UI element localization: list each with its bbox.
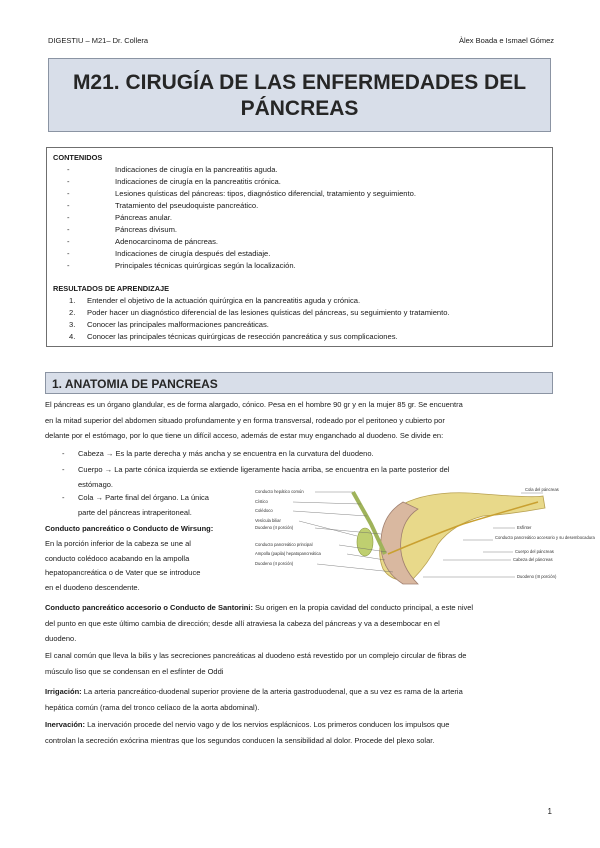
- innervation-paragraph: Inervación: La inervación procede del nervio vago y de los nervios esplácnicos. Los primeros conducen los impulsos que controlan la secreción exócrina mientras que los segundos conducen la sensibilidad al dolor. Procede del plexo solar.: [45, 720, 450, 745]
- figure-label: Conducto pancreático accesorio y su desembocadura: [495, 535, 595, 540]
- canal-paragraph: El canal común que lleva la bilis y las secreciones pancreáticas al duodeno está revestido por un complejo circular de fibras de músculo liso que se condensan en el esfínter de Oddi: [45, 651, 467, 676]
- intro-paragraph: El páncreas es un órgano glandular, es de forma alargado, cónico. Pesa en el hombre 90 gr y en la mujer 85 gr. Se encuentra en la mitad superior del abdomen situado profundamente y en forma transversal, rodeado por el peritoneo y cubierto por delante por el estómago, por lo que tiene un difícil acceso, además de estar muy enganchado al duodeno. Se divide en:: [45, 400, 463, 441]
- figure-label: Conducto hepático común: [255, 489, 304, 494]
- wirsung-paragraph: Conducto pancreático o Conducto de Wirsung: En la porción inferior de la cabeza se une al conducto colédoco acabando en la ampolla hepatopancreática o de Vater que se introduce en el duodeno descendente.: [45, 524, 214, 593]
- figure-label: Cola del páncreas: [525, 487, 559, 492]
- page-header: [48, 36, 554, 48]
- figure-label: Esfínter: [517, 525, 532, 530]
- contents-box: CONTENIDOS - Indicaciones de cirugía en la pancreatitis aguda. - Indicaciones de cirugía en la pancreatitis crónica. - Lesiones quísticas del páncreas: tipos, diagnóstico diferencial, tratamiento y seguimiento. - Tratamiento del pseudoquiste pancreático. - Páncreas anular. - Páncreas divisum. - Adenocarcinoma de páncreas. - Indicaciones de cirugía después del estadiaje. - Principales técnicas quirúrgicas según la localización. RESULTADOS DE APRENDIZAJE 1. Entender el objetivo de la actuación quirúrgica en la pancreatitis aguda y crónica. 2. Poder hacer un diagnóstico diferencial de las lesiones quísticas del páncreas, su seguimiento y tratamiento. 3. Conocer las principales malformaciones pancreáticas. 4. Conocer las principales técnicas quirúrgicas de resección pancreática y sus complicaciones.: [46, 147, 553, 347]
- header-authors: Àlex Boada e Ismael Gómez: [458, 36, 554, 45]
- header-course: DIGESTIU – M21– Dr. Collera: [48, 36, 149, 45]
- figure-label: Duodeno (III porción): [517, 574, 557, 579]
- title-line-1: M21. CIRUGÍA DE LAS ENFERMEDADES DEL: [72, 71, 527, 94]
- figure-label: Duodeno (II porción): [255, 561, 294, 566]
- irrigation-paragraph: Irrigación: La arteria pancreático-duodenal superior proviene de la arteria gastroduodenal, que a su vez es rama de la arteria hepática común (rama del tronco celíaco de la aorta abdominal).: [45, 687, 463, 712]
- figure-label: Cabeza del páncreas: [513, 557, 553, 562]
- contents-heading: CONTENIDOS: [53, 153, 103, 162]
- figure-label: Conducto pancreático principal: [255, 542, 313, 547]
- figure-label: Vesícula biliar: [255, 518, 281, 523]
- figure-label: Duodeno (II porción): [255, 525, 294, 530]
- page-title: [48, 58, 551, 132]
- figure-label: Colédoco: [255, 508, 273, 513]
- figure-label: Cuerpo del páncreas: [515, 549, 554, 554]
- results-heading: RESULTADOS DE APRENDIZAJE: [53, 284, 170, 293]
- section-heading: 1. ANATOMIA DE PANCREAS: [45, 372, 553, 394]
- title-line-2: PÁNCREAS: [240, 97, 359, 120]
- page-number: 1: [547, 807, 552, 816]
- pancreas-anatomy-figure: [253, 484, 595, 591]
- figure-label: Ampolla (papila) hepatopancreática: [255, 551, 321, 556]
- santorini-paragraph: Conducto pancreático accesorio o Conducto de Santorini: Su origen en la propia cavidad del conducto principal, a este nivel del punto en que este último cambia de dirección; desde allí atraviesa la cabeza del páncreas y va a desembocar en el duodeno.: [45, 603, 474, 644]
- figure-label: Cístico: [255, 499, 268, 504]
